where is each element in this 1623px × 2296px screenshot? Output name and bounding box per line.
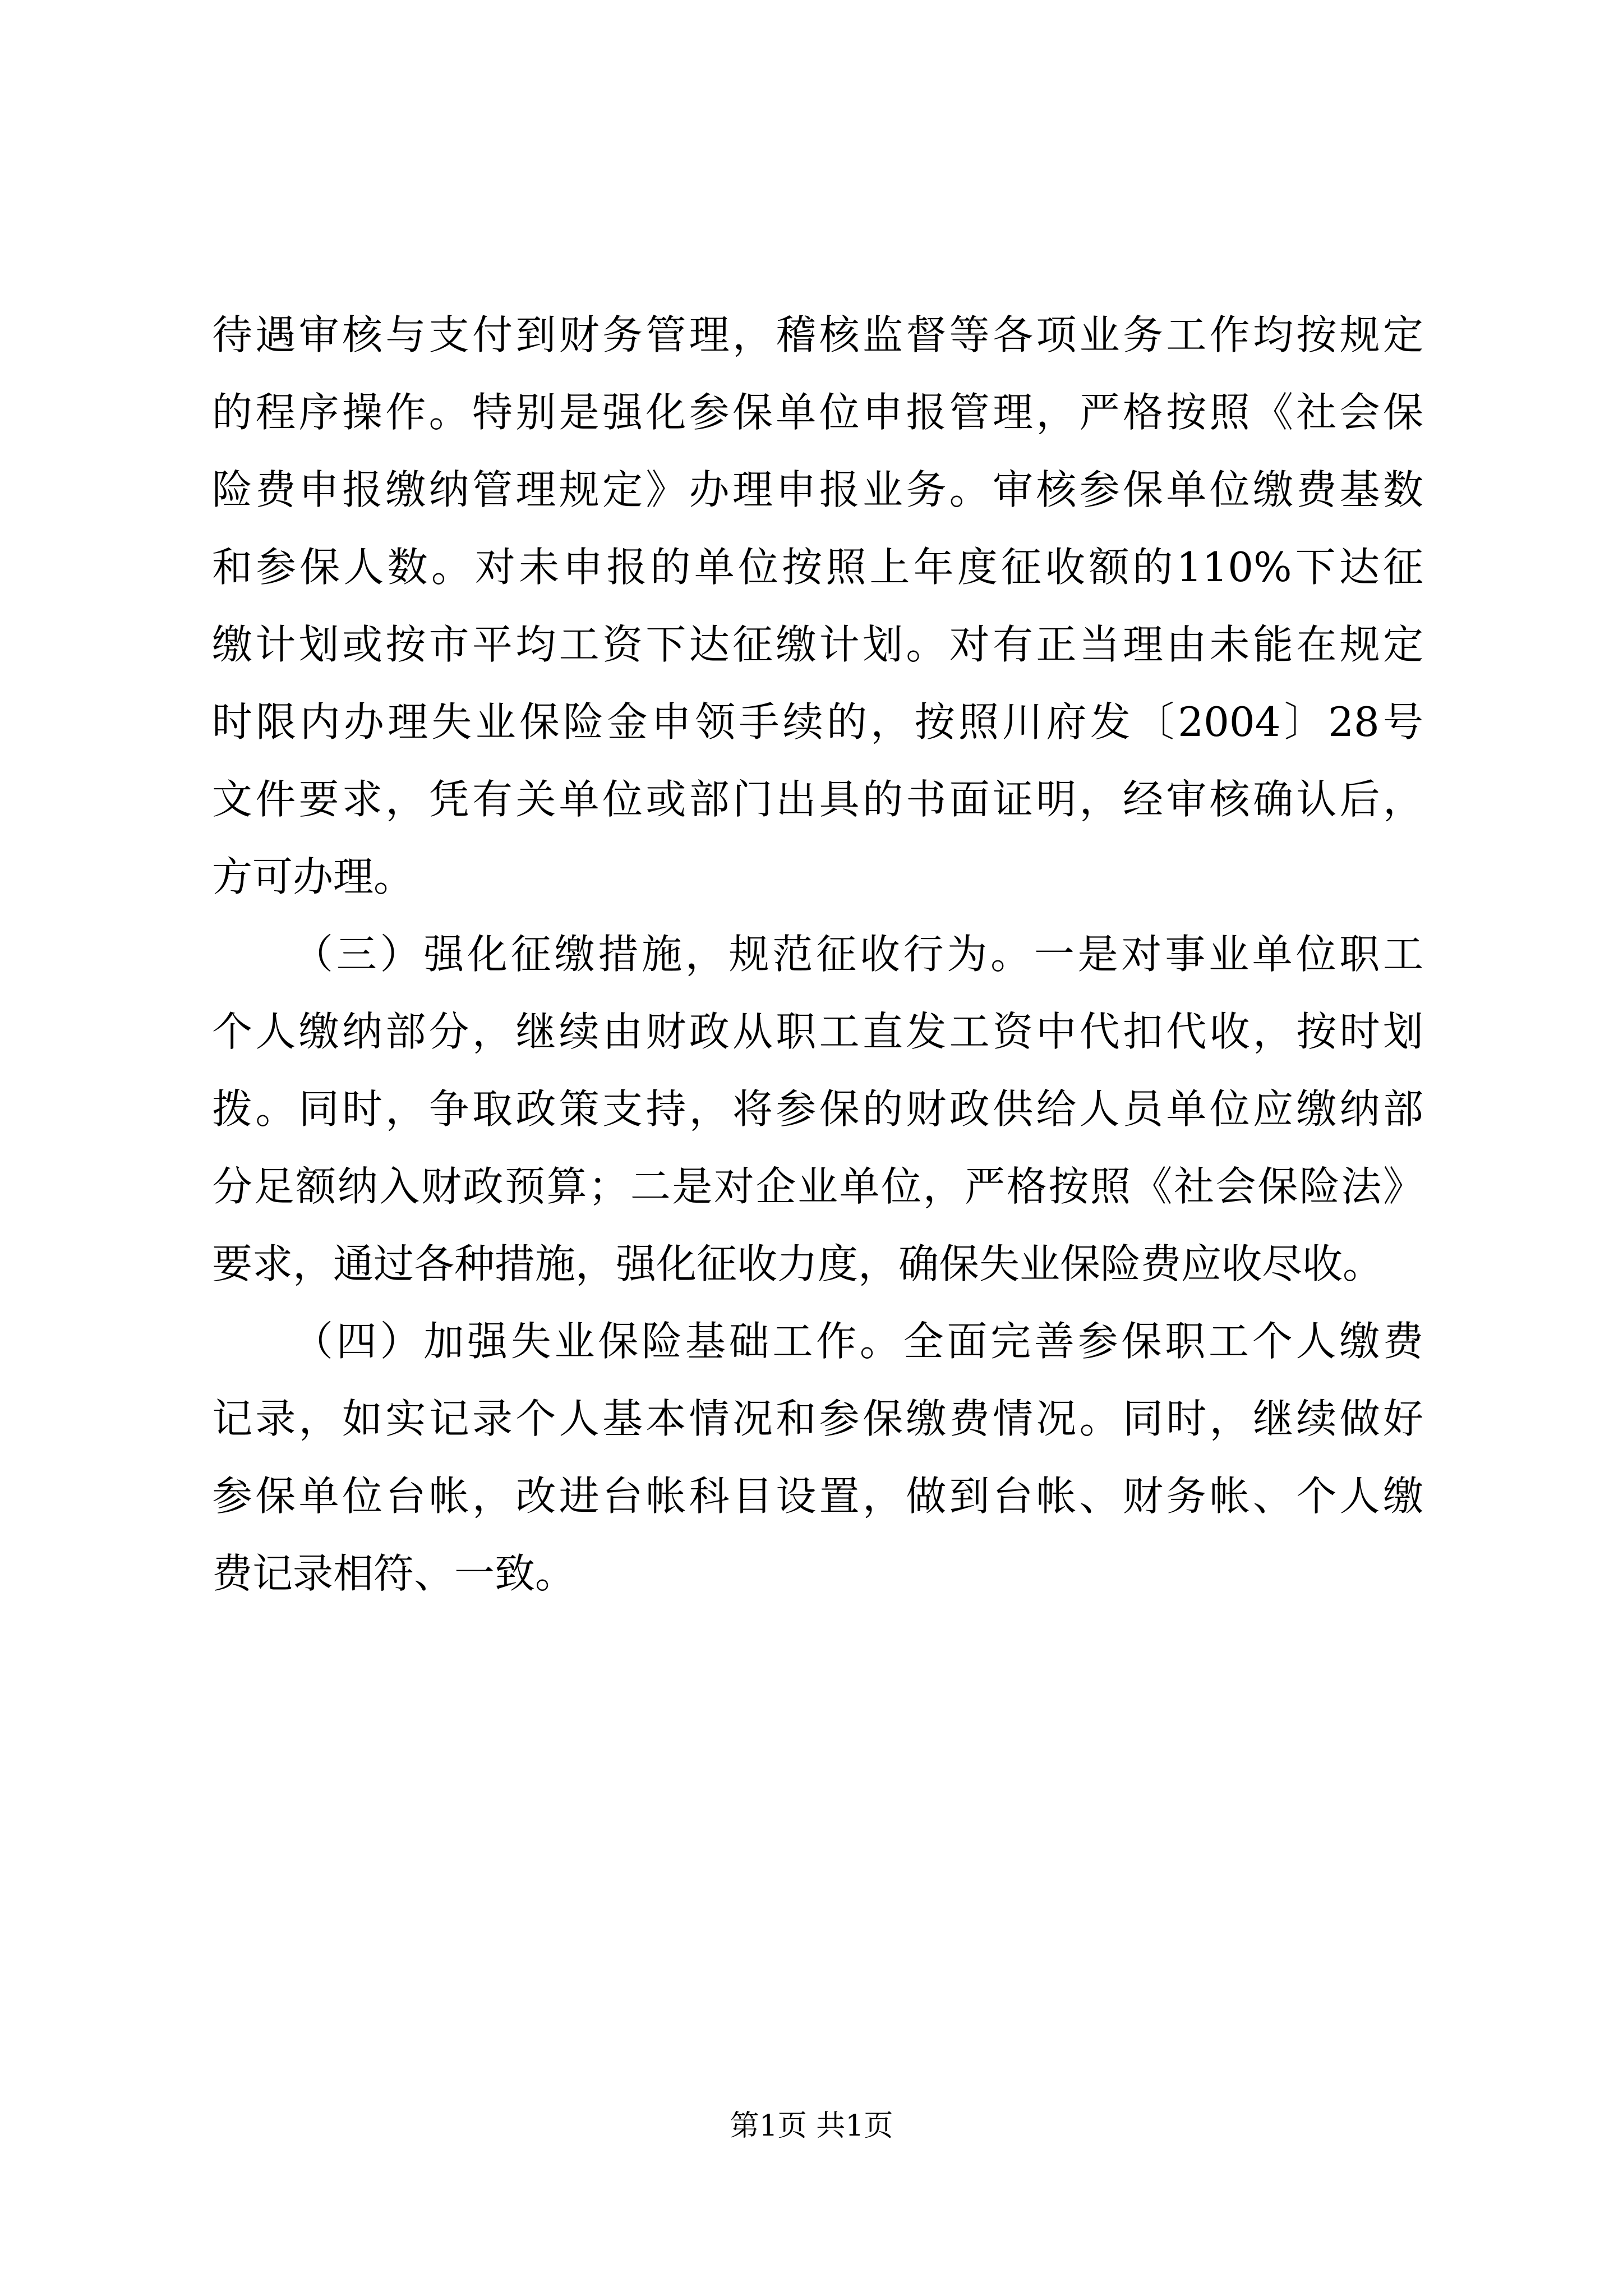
text-line: 的程序操作。特别是强化参保单位申报管理，严格按照《社会保 [212,389,1423,436]
text-line: 分足额纳入财政预算；二是对企业单位，严格按照《社会保险法》 [212,1163,1423,1210]
text-line: 方可办理。 [212,853,414,900]
text-line: 文件要求，凭有关单位或部门出具的书面证明，经审核确认后， [212,776,1423,823]
text-line: 要求，通过各种措施，强化征收力度，确保失业保险费应收尽收。 [212,1240,1384,1287]
page-footer [0,2106,1623,2146]
text-line: （三）强化征缴措施，规范征收行为。一是对事业单位职工 [293,931,1423,978]
text-line: 待遇审核与支付到财务管理，稽核监督等各项业务工作均按规定 [212,311,1423,358]
text-line: 个人缴纳部分，继续由财政从职工直发工资中代扣代收，按时划 [212,1008,1423,1055]
body-text [212,296,1423,1612]
text-line: 参保单位台帐，改进台帐科目设置，做到台帐、财务帐、个人缴 [212,1473,1423,1520]
text-line: 记录，如实记录个人基本情况和参保缴费情况。同时，继续做好 [212,1395,1423,1442]
text-line: 时限内办理失业保险金申领手续的，按照川府发〔2004〕28号 [212,698,1423,746]
text-line: （四）加强失业保险基础工作。全面完善参保职工个人缴费 [293,1318,1423,1365]
page-number-label: 第1页 共1页 [730,2109,893,2143]
text-line: 费记录相符、一致。 [212,1550,576,1597]
text-line: 拨。同时，争取政策支持，将参保的财政供给人员单位应缴纳部 [212,1085,1423,1133]
text-line: 和参保人数。对未申报的单位按照上年度征收额的110%下达征 [212,544,1423,591]
text-line: 险费申报缴纳管理规定》办理申报业务。审核参保单位缴费基数 [212,466,1423,513]
text-line: 缴计划或按市平均工资下达征缴计划。对有正当理由未能在规定 [212,621,1423,668]
